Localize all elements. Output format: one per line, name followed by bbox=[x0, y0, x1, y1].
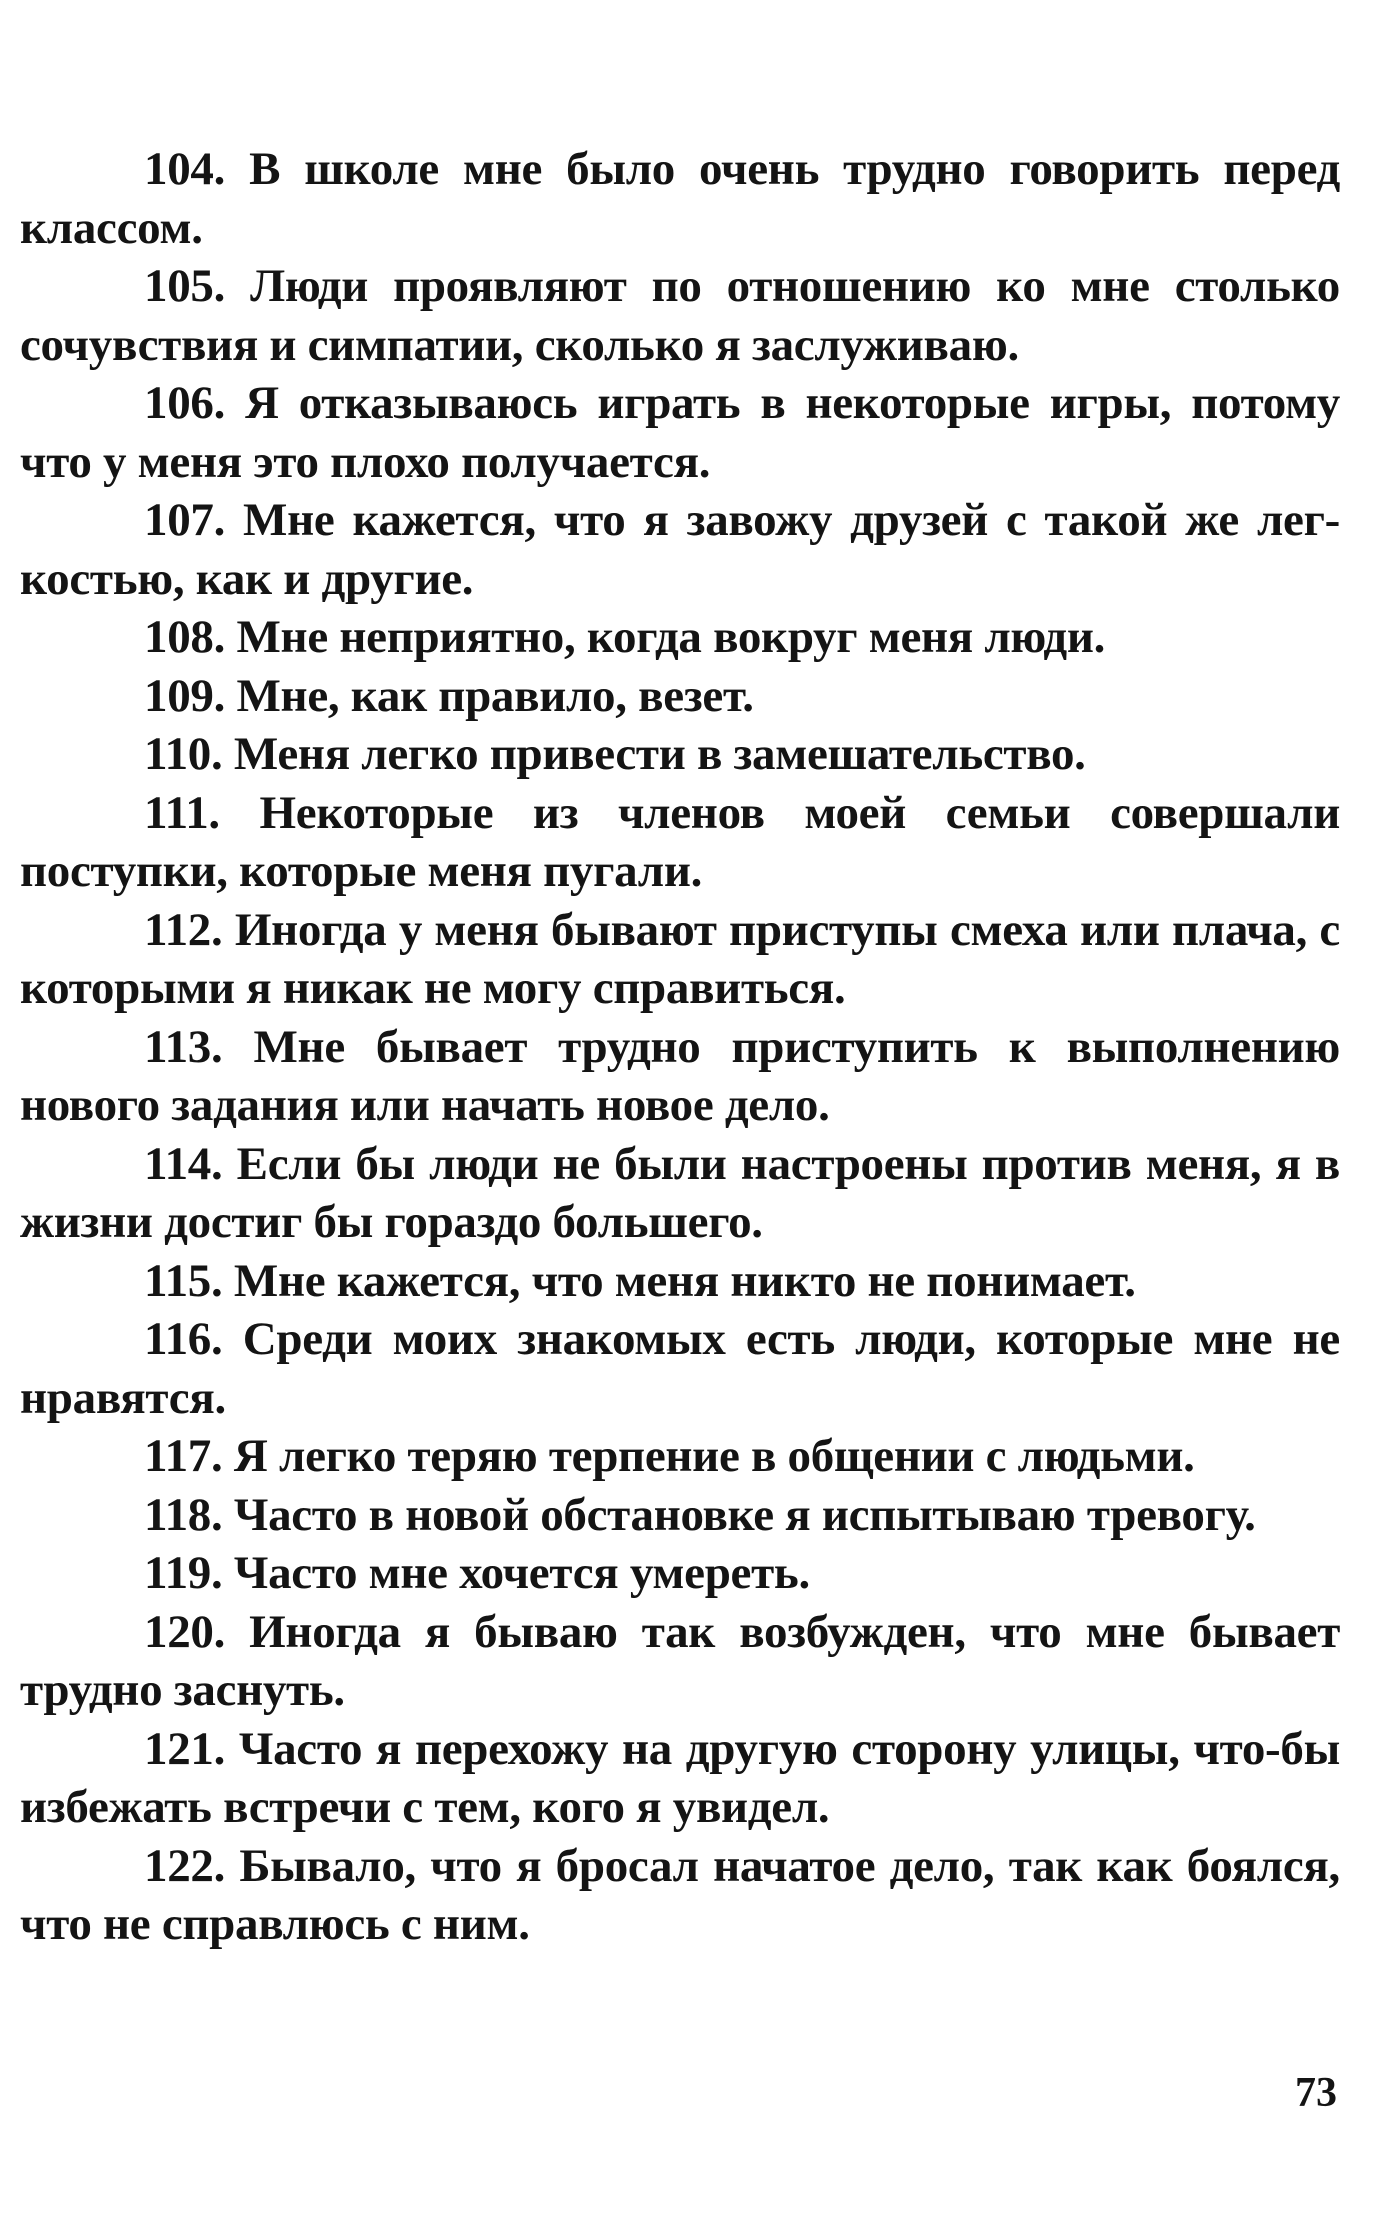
item-116: 116. Среди моих знакомых есть люди, которые мне не нравятся. bbox=[20, 1313, 1340, 1424]
item-119: 119. Часто мне хочется умереть. bbox=[144, 1547, 810, 1599]
item-118: 118. Часто в новой обстановке я испытываю тревогу. bbox=[144, 1488, 1256, 1541]
item-113: 113. Мне бывает трудно приступить к выполнению нового задания или начать новое дело. bbox=[20, 1020, 1340, 1131]
item-104: 104. В школе мне было очень трудно говорить перед классом. bbox=[20, 143, 1340, 254]
item-106: 106. Я отказываюсь играть в некоторые игры, потому что у меня это плохо получается. bbox=[20, 377, 1340, 488]
item-115: 115. Мне кажется, что меня никто не понимает. bbox=[144, 1254, 1136, 1307]
page-number: 73 bbox=[1295, 2070, 1337, 2116]
item-107: 107. Мне кажется, что я завожу друзей с такой же лег-костью, как и другие. bbox=[20, 494, 1340, 605]
item-105: 105. Люди проявляют по отношению ко мне столько сочувствия и симпатии, сколько я заслуживаю. bbox=[20, 260, 1340, 371]
item-109: 109. Мне, как правило, везет. bbox=[144, 669, 754, 722]
item-112: 112. Иногда у меня бывают приступы смеха или плача, с которыми я никак не могу справиться. bbox=[20, 903, 1340, 1014]
item-110: 110. Меня легко привести в замешательство. bbox=[144, 728, 1086, 780]
item-120: 120. Иногда я бываю так возбужден, что мне бывает трудно заснуть. bbox=[20, 1605, 1340, 1716]
item-111: 111. Некоторые из членов моей семьи совершали поступки, которые меня пугали. bbox=[20, 786, 1340, 897]
item-122: 122. Бывало, что я бросал начатое дело, так как боялся, что не справлюсь с ним. bbox=[20, 1839, 1340, 1950]
item-117: 117. Я легко теряю терпение в общении с людьми. bbox=[144, 1430, 1195, 1482]
questionnaire-text bbox=[20, 140, 1340, 1954]
item-108: 108. Мне неприятно, когда вокруг меня люди. bbox=[144, 611, 1106, 663]
item-114: 114. Если бы люди не были настроены против меня, я в жизни достиг бы гораздо большего. bbox=[20, 1137, 1340, 1248]
item-121: 121. Часто я перехожу на другую сторону улицы, что-бы избежать встречи с тем, кого я увидел. bbox=[20, 1722, 1340, 1833]
